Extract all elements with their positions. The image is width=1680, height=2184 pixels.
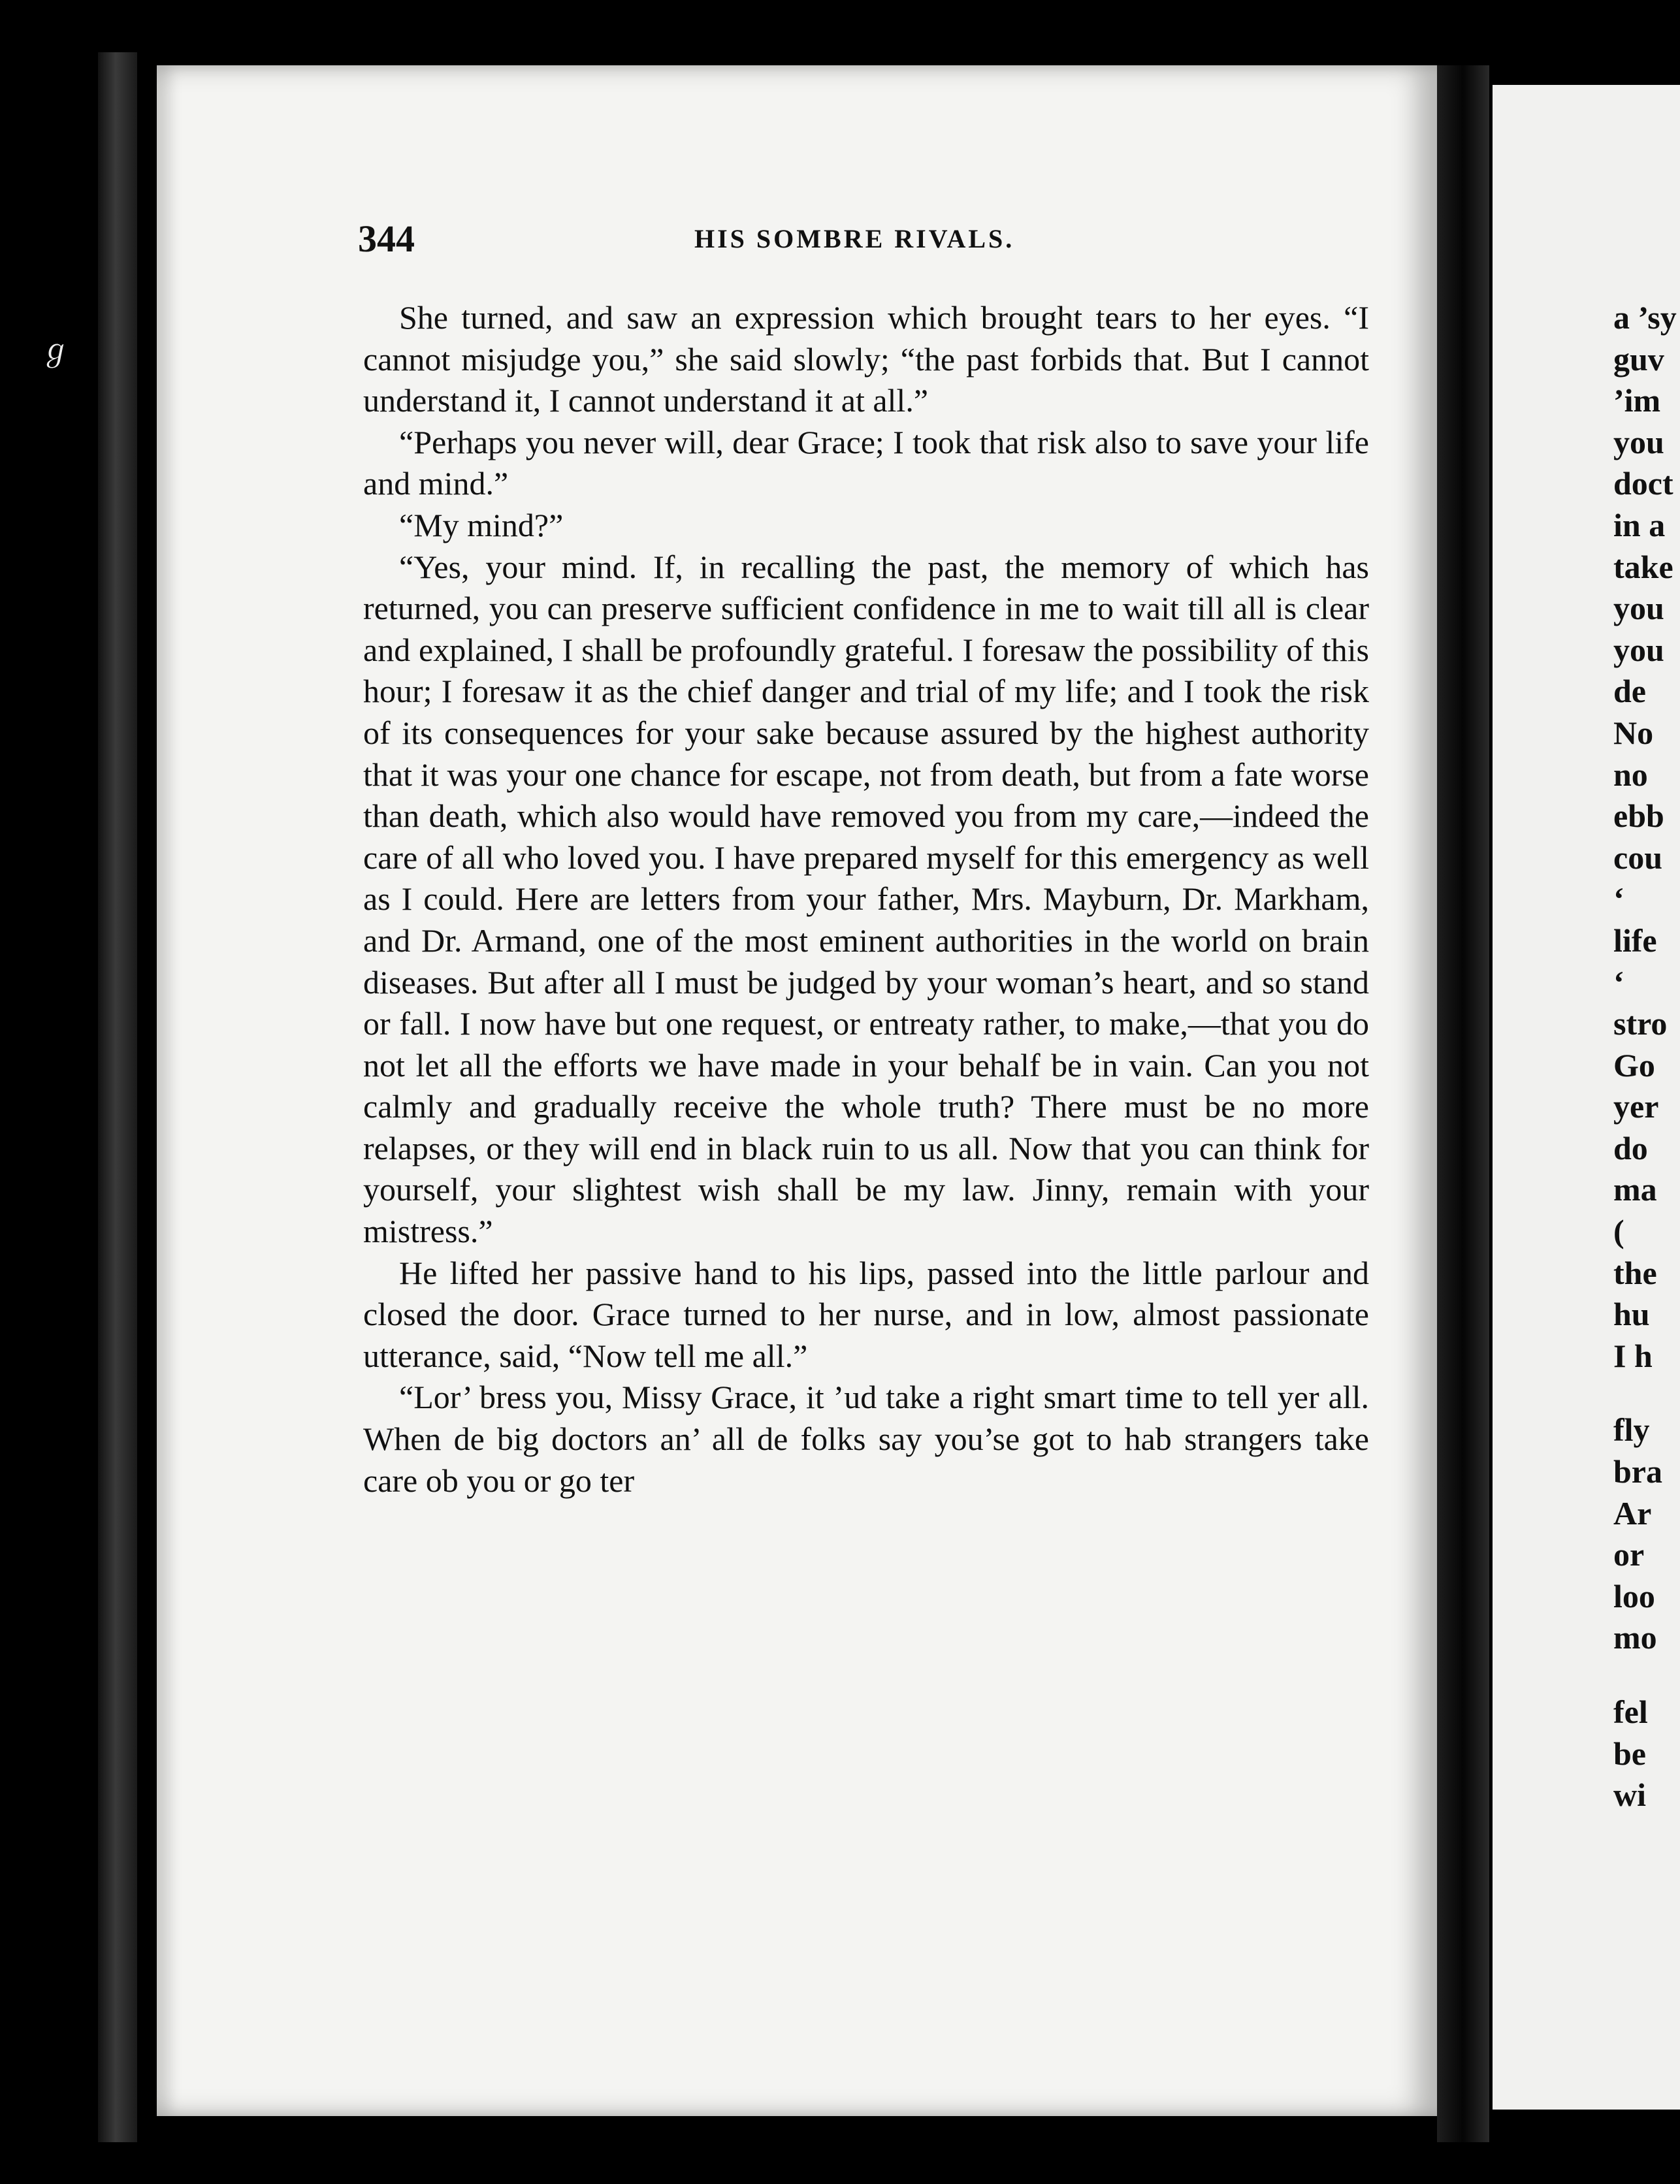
page-header: [358, 217, 1377, 263]
facing-line: de: [1613, 673, 1646, 710]
facing-line: fly: [1613, 1411, 1650, 1449]
facing-line: Go: [1613, 1046, 1655, 1084]
facing-line: doct: [1613, 465, 1673, 502]
paragraph-6: “Lor’ bress you, Missy Grace, it ’ud take a right smart time to tell yer all. When de big doctors an’ all de folks say you’se got to hab strangers take care ob you or go ter: [363, 1379, 1369, 1499]
facing-line: a ’sy: [1613, 299, 1677, 336]
paragraph-3: “My mind?”: [399, 506, 564, 543]
facing-line: loo: [1613, 1577, 1655, 1614]
facing-line: life: [1613, 922, 1657, 959]
facing-line: take: [1613, 548, 1673, 585]
facing-line: ‘: [1613, 963, 1624, 1001]
facing-line: no: [1613, 756, 1648, 793]
facing-line: you: [1613, 590, 1664, 627]
facing-line: wi: [1613, 1776, 1646, 1814]
facing-line: in a: [1613, 506, 1666, 543]
facing-line: bra: [1613, 1453, 1662, 1490]
facing-line: No: [1613, 714, 1654, 751]
facing-line: hu: [1613, 1296, 1650, 1333]
page-number: 344: [358, 217, 415, 260]
facing-line: yer: [1613, 1088, 1659, 1125]
facing-line: ‘: [1613, 880, 1624, 918]
facing-line: or: [1613, 1536, 1645, 1573]
facing-line: you: [1613, 631, 1664, 668]
facing-line: the: [1613, 1254, 1657, 1291]
facing-spacer: [1613, 1377, 1680, 1409]
facing-spacer: [1613, 1659, 1680, 1692]
running-head: HIS SOMBRE RIVALS.: [694, 224, 1015, 253]
facing-line: mo: [1613, 1619, 1657, 1656]
facing-line: cou: [1613, 839, 1662, 876]
book-gutter: [1437, 65, 1489, 2142]
facing-line: do: [1613, 1129, 1648, 1166]
facing-line: ma: [1613, 1171, 1657, 1208]
paragraph-4: “Yes, your mind. If, in recalling the past, the memory of which has returned, you can preserve sufficient confidence in me to wait till all is clear and explained, I shall be profoundly grateful. I foresaw the possibility of this hour; I foresaw it as the chief danger and trial of my life; and I took the risk of its consequences for your sake because assured by the highest authority that it was your one chance for escape, not from death, but from a fate worse than death, which also would have removed you from my care,—indeed the care of all who loved you. I have prepared myself for this emergency as well as I could. Here are letters from your father, Mrs. Mayburn, Dr. Markham, and Dr. Armand, one of the most eminent authorities in the world on brain diseases. But after all I must be judged by your woman’s heart, and so stand or fall. I now have but one request, or entreaty rather, to make,—that you do not let all the efforts we have made in your behalf be in vain. Can you not calmly and gradually receive the whole truth? There must be no more relapses, or they will end in black ruin to us all. Now that you can think for yourself, your slightest wish shall be my law. Jinny, remain with your mistress.”: [363, 548, 1369, 1250]
facing-line: ebb: [1613, 797, 1664, 835]
facing-line: stro: [1613, 1005, 1668, 1042]
paragraph-1: She turned, and saw an expression which brought tears to her eyes. “I cannot misjudge you,” she said slowly; “the past forbids that. But I cannot understand it, I cannot understand it at all.”: [363, 299, 1369, 419]
margin-scribble-icon: ℊ: [40, 334, 71, 367]
paragraph-5: He lifted her passive hand to his lips, passed into the little parlour and closed the door. Grace turned to her nurse, and in low, almost passionate utterance, said, “Now tell me all.”: [363, 1254, 1369, 1374]
facing-line: be: [1613, 1735, 1646, 1772]
facing-page-text: [1613, 297, 1680, 1816]
facing-line: fel: [1613, 1694, 1648, 1730]
facing-line: ’im: [1613, 382, 1661, 419]
page-body: [363, 297, 1369, 1502]
facing-line: Ar: [1613, 1494, 1652, 1532]
paragraph-2: “Perhaps you never will, dear Grace; I took that risk also to save your life and mind.”: [363, 423, 1369, 502]
facing-line: (: [1613, 1213, 1624, 1250]
left-book-edge: [98, 52, 137, 2142]
facing-line: I h: [1613, 1337, 1653, 1374]
facing-line: guv: [1613, 340, 1664, 377]
facing-line: you: [1613, 423, 1664, 460]
